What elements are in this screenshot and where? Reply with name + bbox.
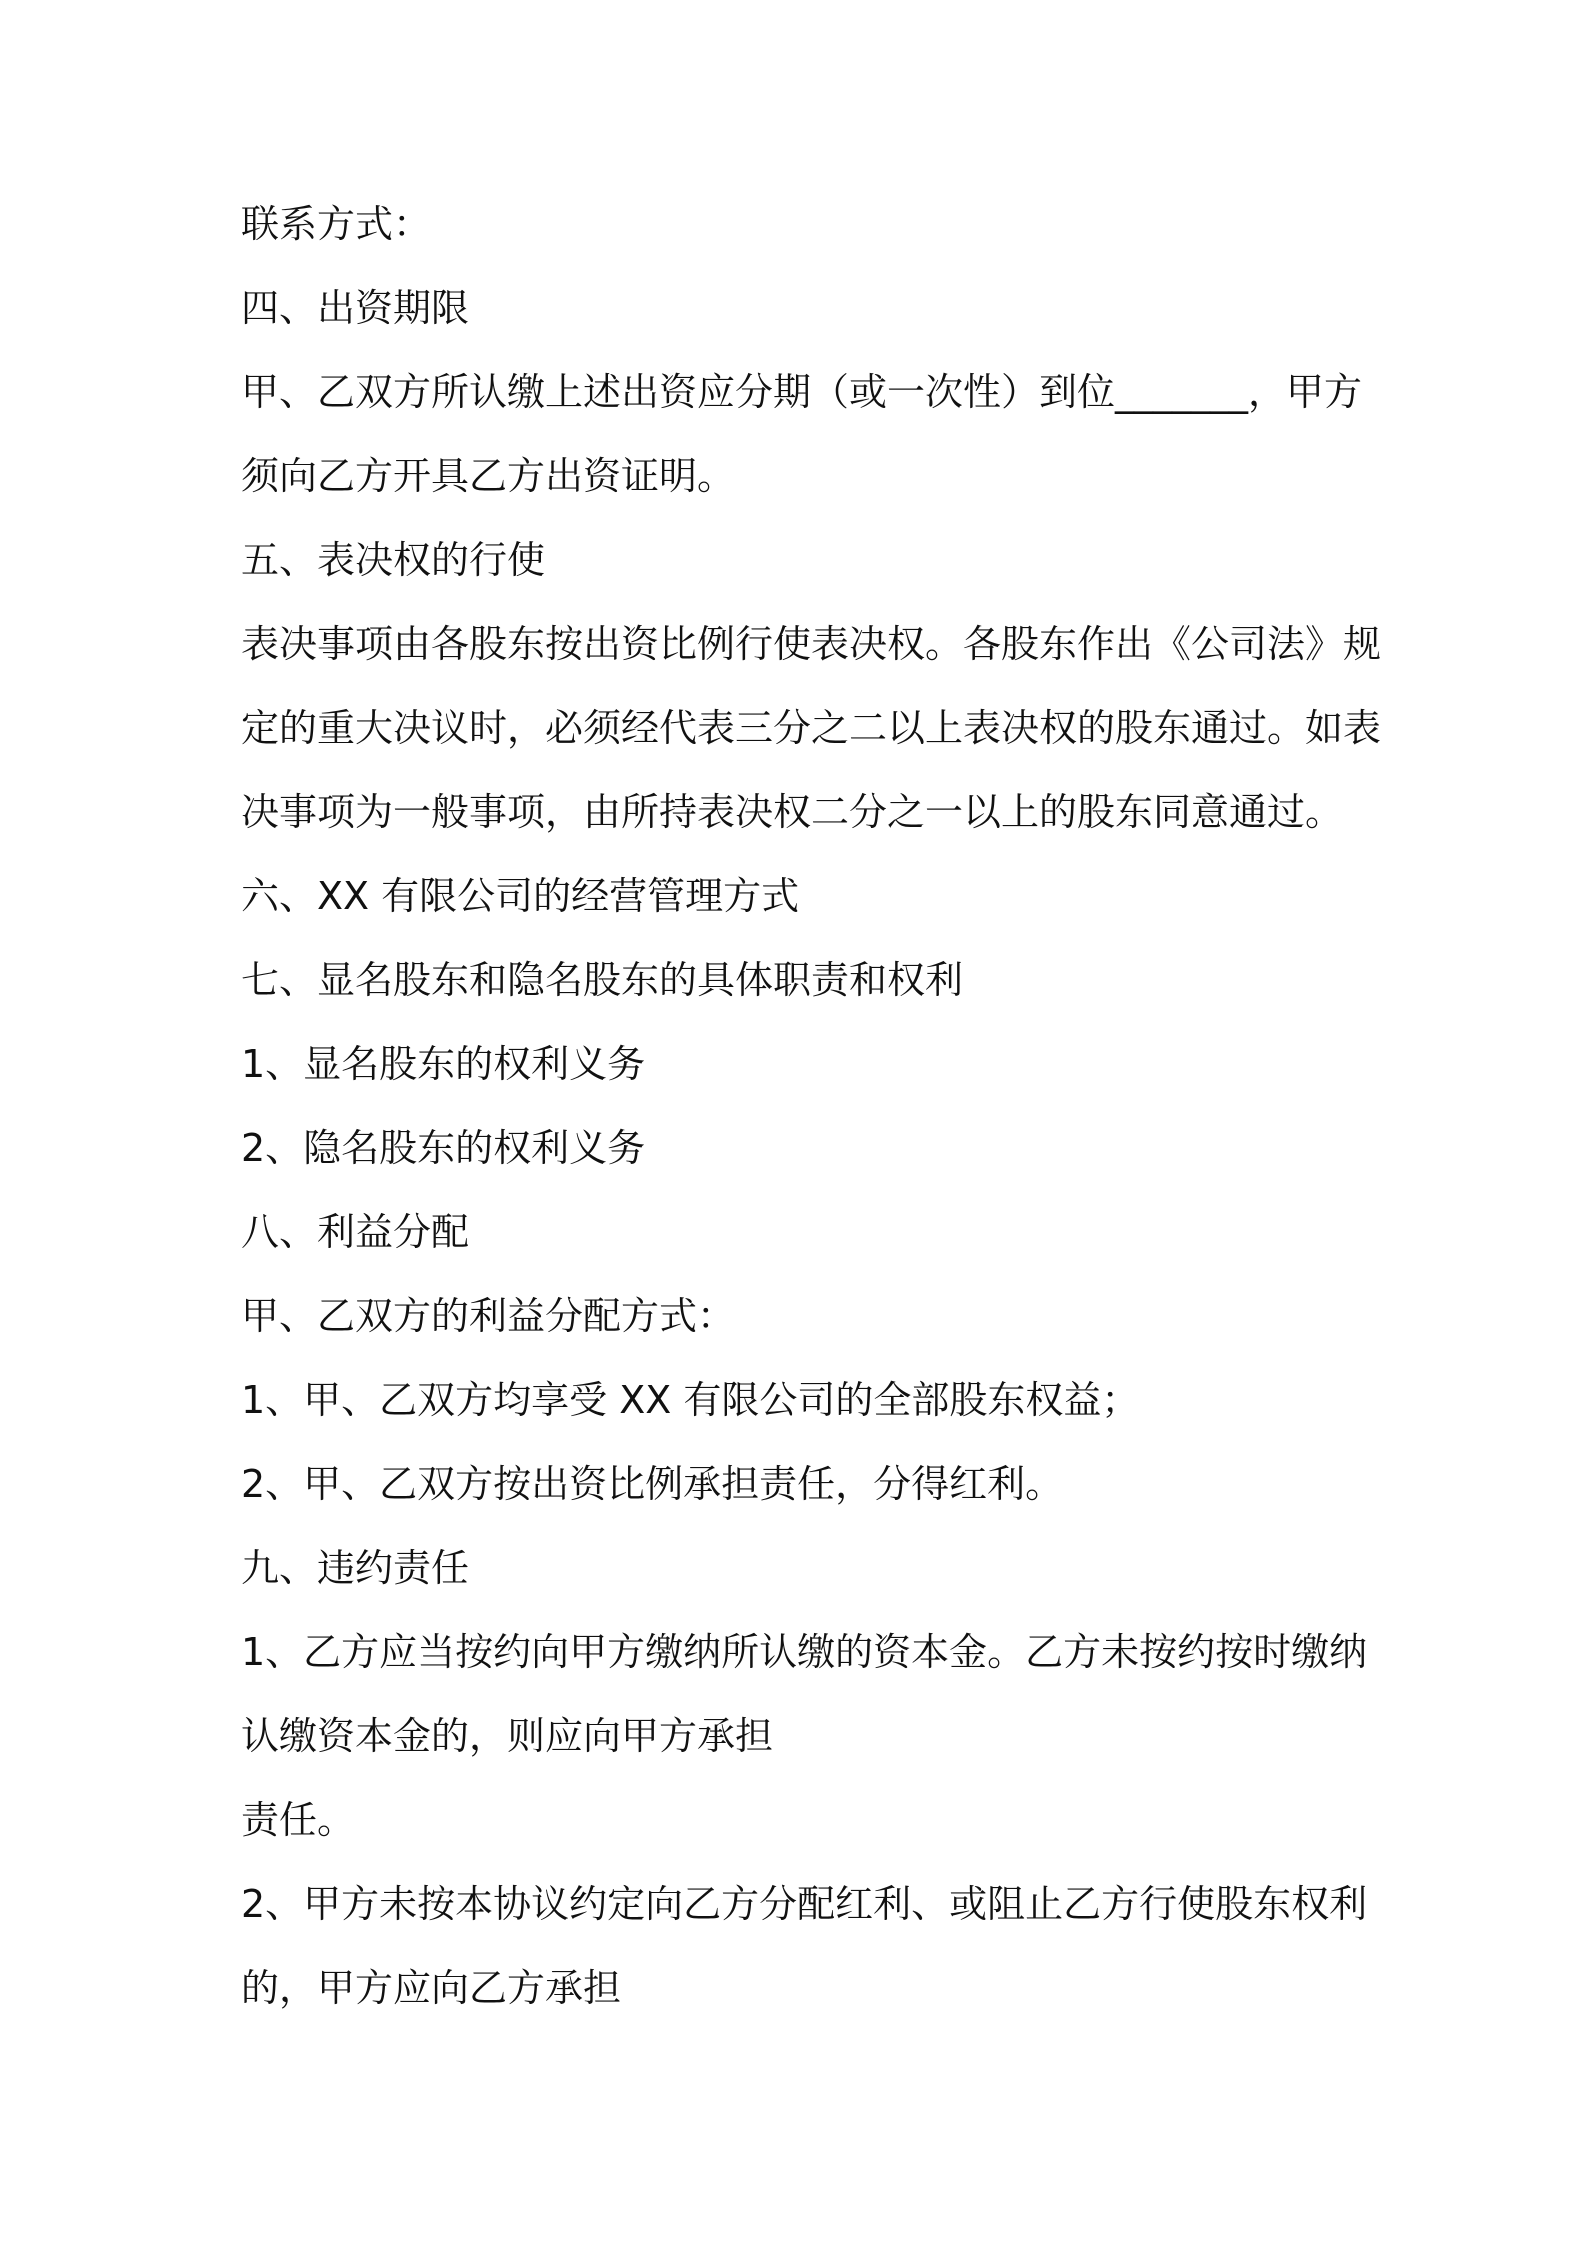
section-4-paragraph-line-1: 甲、乙双方所认缴上述出资应分期（或一次性）到位_______，甲方 bbox=[241, 370, 1363, 414]
section-5-paragraph-line-3: 决事项为一般事项，由所持表决权二分之一以上的股东同意通过。 bbox=[241, 790, 1344, 834]
section-8-item-1: 1、甲、乙双方均享受 XX 有限公司的全部股东权益； bbox=[241, 1378, 1140, 1422]
section-6-heading: 六、XX 有限公司的经营管理方式 bbox=[241, 874, 800, 918]
section-4-paragraph-line-2: 须向乙方开具乙方出资证明。 bbox=[241, 454, 736, 498]
section-5-paragraph-line-2: 定的重大决议时，必须经代表三分之二以上表决权的股东通过。如表 bbox=[241, 706, 1382, 750]
contact-info-label: 联系方式： bbox=[241, 202, 432, 246]
section-4-heading: 四、出资期限 bbox=[241, 286, 470, 330]
section-9-item-2-line-2: 的，甲方应向乙方承担 bbox=[241, 1966, 622, 2010]
section-5-paragraph-line-1: 表决事项由各股东按出资比例行使表决权。各股东作出《公司法》规 bbox=[241, 622, 1382, 666]
section-7-item-1: 1、显名股东的权利义务 bbox=[241, 1042, 646, 1086]
section-7-item-2: 2、隐名股东的权利义务 bbox=[241, 1126, 646, 1170]
section-9-heading: 九、违约责任 bbox=[241, 1546, 470, 1590]
section-7-heading: 七、显名股东和隐名股东的具体职责和权利 bbox=[241, 958, 964, 1002]
section-9-item-2-line-1: 2、甲方未按本协议约定向乙方分配红利、或阻止乙方行使股东权利 bbox=[241, 1882, 1368, 1926]
section-8-item-2: 2、甲、乙双方按出资比例承担责任，分得红利。 bbox=[241, 1462, 1064, 1506]
section-8-heading: 八、利益分配 bbox=[241, 1210, 470, 1254]
section-5-heading: 五、表决权的行使 bbox=[241, 538, 546, 582]
section-9-item-1-line-3: 责任。 bbox=[241, 1798, 356, 1842]
section-9-item-1-line-1: 1、乙方应当按约向甲方缴纳所认缴的资本金。乙方未按约按时缴纳 bbox=[241, 1630, 1368, 1674]
section-8-intro: 甲、乙双方的利益分配方式： bbox=[241, 1294, 736, 1338]
section-9-item-1-line-2: 认缴资本金的，则应向甲方承担 bbox=[241, 1714, 774, 1758]
